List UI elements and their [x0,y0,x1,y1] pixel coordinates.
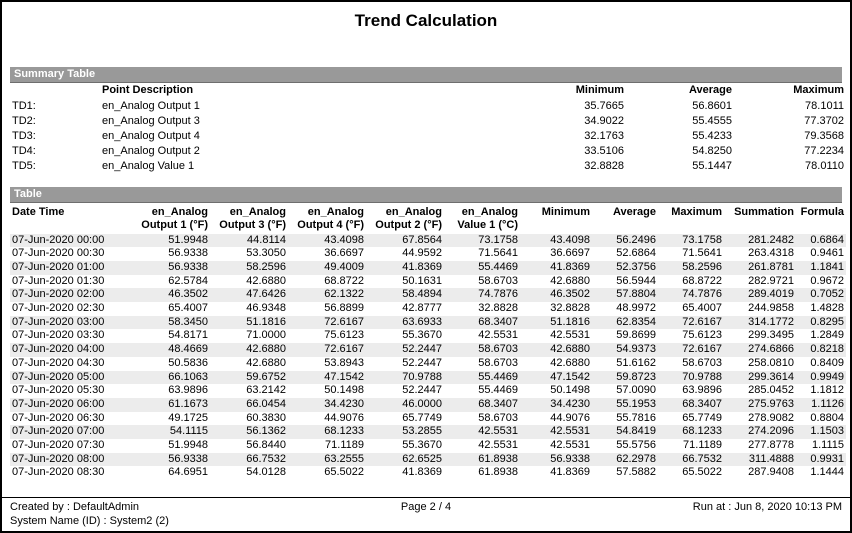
value-cell: 299.3614 [748,370,794,383]
value-cell: 0.8295 [810,315,844,328]
value-cell: 52.2447 [402,384,442,397]
value-cell: 0.9949 [810,370,844,383]
value-cell: 66.7532 [246,452,286,465]
date-time-cell: 07-Jun-2020 03:30 [12,329,105,342]
value-cell: 55.4469 [478,384,518,397]
value-cell: 56.9338 [168,247,208,260]
value-cell: 53.2855 [402,425,442,438]
value-cell: 42.6880 [550,356,590,369]
data-row [10,384,846,398]
summary-header-average: Average [688,84,732,96]
minimum-value: 33.5106 [584,145,624,158]
value-cell: 58.6703 [478,411,518,424]
value-cell: 62.6525 [402,452,442,465]
value-cell: 65.5022 [324,466,364,479]
report-title: Trend Calculation [354,11,498,30]
maximum-value: 78.1011 [805,99,844,112]
value-cell: 74.7876 [478,288,518,301]
value-cell: 32.8828 [550,302,590,315]
value-cell: 1.1841 [810,260,844,273]
data-row [10,439,846,453]
value-cell: 263.4318 [748,247,794,260]
value-cell: 57.0090 [616,384,656,397]
value-cell: 0.8409 [810,356,844,369]
date-time-cell: 07-Jun-2020 07:30 [12,439,105,452]
value-cell: 55.1953 [616,397,656,410]
date-time-cell: 07-Jun-2020 04:30 [12,356,105,369]
date-time-cell: 07-Jun-2020 01:30 [12,274,105,287]
summary-table [10,83,846,175]
summary-row [10,99,846,114]
value-cell: 58.6703 [478,343,518,356]
value-cell: 54.8419 [616,425,656,438]
value-cell: 57.8804 [616,288,656,301]
value-cell: 71.1189 [325,439,364,452]
value-cell: 282.9721 [748,274,794,287]
value-cell: 74.7876 [682,288,722,301]
summary-header-maximum: Maximum [793,84,844,96]
value-cell: 261.8781 [748,260,794,273]
value-cell: 58.4894 [402,288,442,301]
value-cell: 68.1233 [682,425,722,438]
average-value: 56.8601 [692,99,732,112]
date-time-cell: 07-Jun-2020 00:00 [12,233,105,246]
value-cell: 72.6167 [682,315,722,328]
date-time-cell: 07-Jun-2020 04:00 [12,343,105,356]
value-cell: 46.0000 [402,397,442,410]
value-cell: 0.9931 [810,452,844,465]
value-cell: 68.3407 [682,397,722,410]
value-cell: 59.8699 [616,329,656,342]
footer-system-name: System Name (ID) : System2 (2) [10,515,169,527]
value-cell: 0.6864 [810,233,844,246]
value-cell: 50.1631 [402,274,442,287]
value-cell: 71.5641 [682,247,722,260]
value-cell: 61.8938 [478,466,518,479]
data-table [10,203,846,481]
value-cell: 34.4230 [324,397,364,410]
value-cell: 65.5022 [682,466,722,479]
data-row [10,234,846,248]
value-cell: 36.6697 [550,247,590,260]
summary-header-row [10,83,846,99]
summary-row [10,144,846,159]
value-cell: 58.6703 [682,356,722,369]
value-cell: 274.6866 [748,343,794,356]
value-cell: 42.5531 [550,425,590,438]
minimum-value: 34.9022 [584,114,624,127]
maximum-value: 78.0110 [805,160,844,173]
value-cell: 42.5531 [550,329,590,342]
date-time-cell: 07-Jun-2020 02:30 [12,302,105,315]
value-cell: 56.8440 [246,439,286,452]
summary-row [10,114,846,129]
value-cell: 56.9338 [550,452,590,465]
value-cell: 44.8114 [247,233,286,246]
value-cell: 56.8899 [324,302,364,315]
trend-id: TD3: [12,129,36,142]
value-cell: 52.2447 [402,356,442,369]
value-cell: 1.4828 [810,302,844,315]
value-cell: 42.5531 [478,425,518,438]
column-header: en_Analog Output 3 (°F) [219,205,286,231]
value-cell: 53.3050 [246,247,286,260]
data-row [10,288,846,302]
summary-table-body [10,99,846,175]
minimum-value: 32.1763 [584,129,624,142]
data-row [10,343,846,357]
average-value: 54.8250 [692,145,732,158]
footer-page-number: Page 2 / 4 [400,501,452,513]
value-cell: 53.8943 [324,356,364,369]
value-cell: 75.6123 [682,329,722,342]
data-row [10,275,846,289]
value-cell: 55.4469 [478,370,518,383]
value-cell: 58.6703 [478,274,518,287]
column-header: Date Time [12,205,65,218]
value-cell: 51.1816 [550,315,590,328]
value-cell: 73.1758 [682,233,722,246]
value-cell: 1.1444 [810,466,844,479]
date-time-cell: 07-Jun-2020 07:00 [12,425,105,438]
data-row [10,302,846,316]
value-cell: 44.9592 [402,247,442,260]
value-cell: 46.3502 [168,288,208,301]
value-cell: 43.4098 [550,233,590,246]
value-cell: 1.2849 [810,329,844,342]
value-cell: 42.5531 [478,329,518,342]
value-cell: 72.6167 [324,343,364,356]
value-cell: 42.6880 [246,356,286,369]
value-cell: 50.1498 [550,384,590,397]
value-cell: 73.1758 [478,233,518,246]
date-time-cell: 07-Jun-2020 00:30 [12,247,105,260]
value-cell: 63.9896 [682,384,722,397]
value-cell: 42.6880 [550,274,590,287]
maximum-value: 77.3702 [804,114,844,127]
value-cell: 55.3670 [402,329,442,342]
value-cell: 51.9948 [168,233,208,246]
value-cell: 65.4007 [168,302,208,315]
date-time-cell: 07-Jun-2020 08:00 [12,452,105,465]
value-cell: 56.2496 [616,233,656,246]
value-cell: 289.4019 [748,288,794,301]
value-cell: 46.3502 [550,288,590,301]
value-cell: 34.4230 [550,397,590,410]
value-cell: 258.0810 [748,356,794,369]
value-cell: 58.2596 [682,260,722,273]
value-cell: 0.8218 [810,343,844,356]
value-cell: 68.3407 [478,397,518,410]
value-cell: 61.8938 [478,452,518,465]
value-cell: 42.5531 [478,439,518,452]
date-time-cell: 07-Jun-2020 08:30 [12,466,105,479]
value-cell: 63.9896 [168,384,208,397]
value-cell: 274.2096 [748,425,794,438]
value-cell: 72.6167 [324,315,364,328]
value-cell: 32.8828 [478,302,518,315]
value-cell: 285.0452 [748,384,794,397]
column-header: en_Analog Output 1 (°F) [141,205,208,231]
value-cell: 71.1189 [683,439,722,452]
value-cell: 1.1126 [811,397,844,410]
value-cell: 47.1542 [550,370,590,383]
value-cell: 63.2555 [324,452,364,465]
footer-run-at: Run at : Jun 8, 2020 10:13 PM [692,501,842,513]
data-row [10,371,846,385]
maximum-value: 77.2234 [804,145,844,158]
value-cell: 281.2482 [748,233,794,246]
value-cell: 46.9348 [246,302,286,315]
value-cell: 0.7052 [810,288,844,301]
value-cell: 314.1772 [748,315,794,328]
footer-left [10,500,401,528]
summary-header-minimum: Minimum [575,84,624,96]
date-time-cell: 07-Jun-2020 05:00 [12,370,105,383]
value-cell: 311.4888 [748,452,794,465]
data-row [10,425,846,439]
trend-id: TD5: [12,160,36,173]
value-cell: 47.1542 [324,370,364,383]
point-description: en_Analog Output 1 [102,99,200,112]
value-cell: 56.9338 [168,452,208,465]
value-cell: 43.4098 [324,233,364,246]
summary-header-blank [10,83,100,99]
average-value: 55.1447 [692,160,732,173]
data-row [10,316,846,330]
value-cell: 52.2447 [402,343,442,356]
value-cell: 65.7749 [682,411,722,424]
value-cell: 62.1322 [324,288,364,301]
value-cell: 44.9076 [550,411,590,424]
value-cell: 275.9763 [748,397,794,410]
value-cell: 47.6426 [246,288,286,301]
value-cell: 68.3407 [478,315,518,328]
column-header: en_Analog Output 2 (°F) [375,205,442,231]
value-cell: 42.8777 [402,302,442,315]
data-row [10,247,846,261]
value-cell: 287.9408 [748,466,794,479]
value-cell: 64.6951 [168,466,208,479]
value-cell: 42.6880 [246,274,286,287]
date-time-cell: 07-Jun-2020 06:00 [12,397,105,410]
maximum-value: 79.3568 [804,129,844,142]
value-cell: 48.4669 [168,343,208,356]
value-cell: 70.9788 [682,370,722,383]
value-cell: 244.9858 [748,302,794,315]
value-cell: 58.6703 [478,356,518,369]
value-cell: 54.1115 [169,425,208,438]
value-cell: 65.4007 [682,302,722,315]
point-description: en_Analog Value 1 [102,160,195,173]
value-cell: 0.8804 [810,411,844,424]
date-time-cell: 07-Jun-2020 06:30 [12,411,105,424]
value-cell: 42.6880 [550,343,590,356]
value-cell: 36.6697 [324,247,364,260]
value-cell: 299.3495 [748,329,794,342]
value-cell: 51.9948 [168,439,208,452]
value-cell: 56.5944 [616,274,656,287]
value-cell: 59.6752 [246,370,286,383]
column-header: Summation [734,205,794,218]
column-header: en_Analog Output 4 (°F) [297,205,364,231]
summary-header-point-description: Point Description [102,84,194,96]
data-row [10,453,846,467]
data-row [10,329,846,343]
value-cell: 55.4469 [478,260,518,273]
summary-row [10,129,846,144]
value-cell: 54.9373 [616,343,656,356]
summary-row [10,159,846,174]
value-cell: 49.4009 [324,260,364,273]
value-cell: 0.9461 [810,247,844,260]
value-cell: 62.5784 [168,274,208,287]
value-cell: 55.3670 [402,439,442,452]
summary-section-header: Summary Table [10,67,842,83]
minimum-value: 35.7665 [584,99,624,112]
value-cell: 61.1673 [168,397,208,410]
value-cell: 48.9972 [616,302,656,315]
footer-created-by: Created by : DefaultAdmin [10,501,140,513]
value-cell: 63.2142 [246,384,286,397]
point-description: en_Analog Output 4 [102,129,200,142]
value-cell: 71.5641 [478,247,518,260]
column-header: en_Analog Value 1 (°C) [457,205,518,231]
data-table-header-row [10,203,846,234]
value-cell: 63.6933 [402,315,442,328]
value-cell: 55.7816 [616,411,656,424]
column-header: Formula [800,205,844,218]
value-cell: 66.7532 [682,452,722,465]
value-cell: 60.3830 [246,411,286,424]
trend-id: TD2: [12,114,36,127]
value-cell: 1.1503 [810,425,844,438]
value-cell: 68.8722 [324,274,364,287]
data-row [10,357,846,371]
value-cell: 49.1725 [168,411,208,424]
value-cell: 51.1816 [246,315,286,328]
minimum-value: 32.8828 [584,160,624,173]
value-cell: 58.2596 [246,260,286,273]
value-cell: 56.9338 [168,260,208,273]
value-cell: 62.8354 [616,315,656,328]
data-table-body [10,234,846,481]
date-time-cell: 07-Jun-2020 01:00 [12,260,105,273]
value-cell: 66.1063 [168,370,208,383]
value-cell: 50.5836 [168,356,208,369]
value-cell: 59.8723 [616,370,656,383]
average-value: 55.4233 [692,129,732,142]
average-value: 55.4555 [692,114,732,127]
value-cell: 277.8778 [748,439,794,452]
footer [2,497,850,531]
value-cell: 68.1233 [324,425,364,438]
column-header: Minimum [541,205,590,218]
value-cell: 42.5531 [550,439,590,452]
value-cell: 66.0454 [246,397,286,410]
value-cell: 55.5756 [616,439,656,452]
point-description: en_Analog Output 2 [102,145,200,158]
data-row [10,412,846,426]
value-cell: 57.5882 [616,466,656,479]
value-cell: 42.6880 [246,343,286,356]
trend-id: TD1: [12,99,36,112]
data-row [10,466,846,480]
date-time-cell: 07-Jun-2020 03:00 [12,315,105,328]
column-header: Maximum [671,205,722,218]
value-cell: 278.9082 [748,411,794,424]
value-cell: 50.1498 [324,384,364,397]
trend-id: TD4: [12,145,36,158]
value-cell: 1.1812 [810,384,844,397]
value-cell: 62.2978 [616,452,656,465]
value-cell: 41.8369 [402,466,442,479]
value-cell: 71.0000 [246,329,286,342]
value-cell: 68.8722 [682,274,722,287]
value-cell: 75.6123 [324,329,364,342]
date-time-cell: 07-Jun-2020 02:00 [12,288,105,301]
data-row [10,261,846,275]
column-header: Average [612,205,656,218]
value-cell: 65.7749 [402,411,442,424]
value-cell: 52.3756 [616,260,656,273]
value-cell: 44.9076 [324,411,364,424]
value-cell: 58.3450 [168,315,208,328]
value-cell: 52.6864 [616,247,656,260]
value-cell: 56.1362 [246,425,286,438]
value-cell: 67.8564 [402,233,442,246]
value-cell: 54.8171 [168,329,208,342]
value-cell: 41.8369 [550,260,590,273]
value-cell: 72.6167 [682,343,722,356]
value-cell: 41.8369 [550,466,590,479]
value-cell: 0.9672 [810,274,844,287]
point-description: en_Analog Output 3 [102,114,200,127]
table-section-header: Table [10,187,842,203]
value-cell: 51.6162 [616,356,656,369]
value-cell: 54.0128 [246,466,286,479]
date-time-cell: 07-Jun-2020 05:30 [12,384,105,397]
data-row [10,398,846,412]
value-cell: 1.1115 [811,439,844,452]
value-cell: 70.9788 [402,370,442,383]
value-cell: 41.8369 [402,260,442,273]
